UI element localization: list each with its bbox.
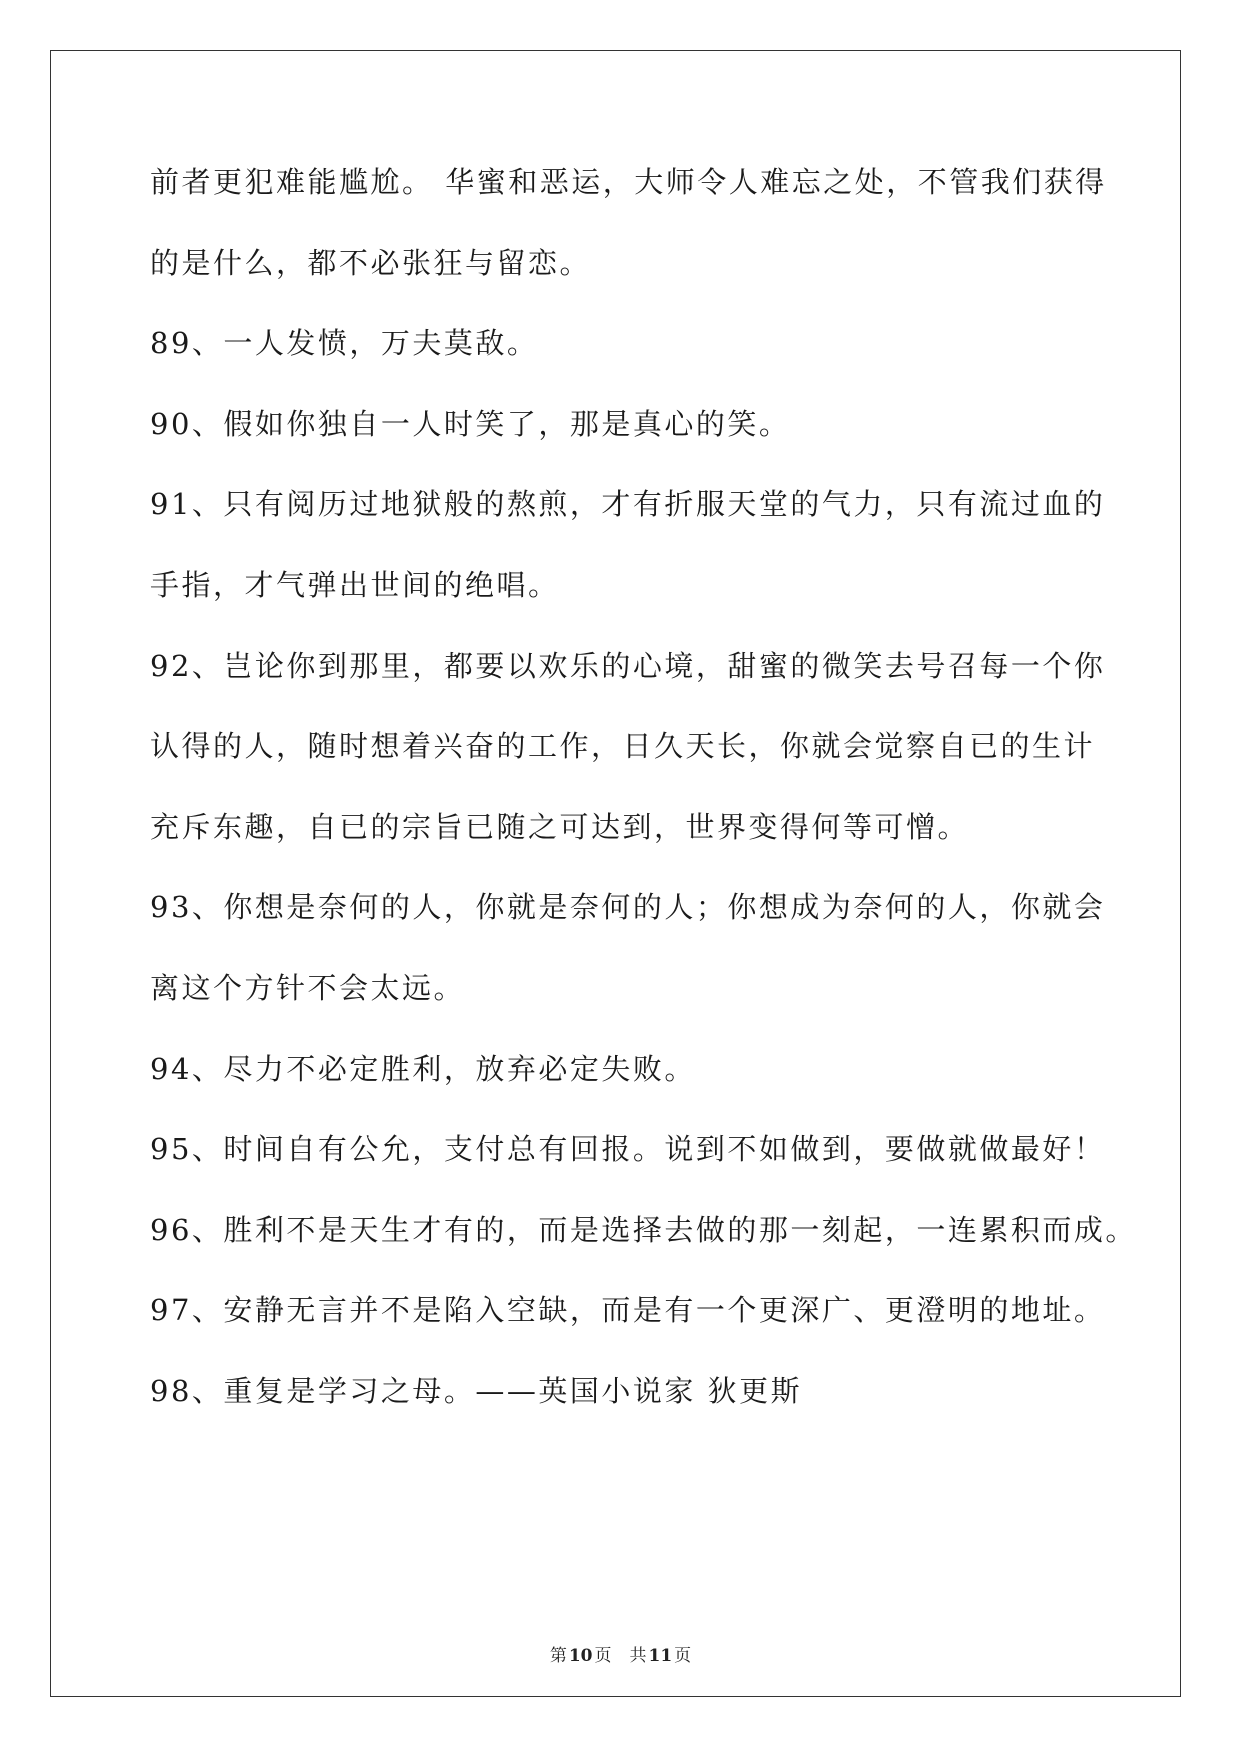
page-unit: 页 [594, 1646, 612, 1666]
text-line: 离这个方针不会太远。 [150, 970, 466, 1005]
quote-98: 98、重复是学习之母。——英国小说家 狄更斯 [150, 1373, 803, 1408]
quote-96: 96、胜利不是天生才有的，而是选择去做的那一刻起，一连累积而成。 [150, 1212, 1137, 1247]
page-footer [0, 1644, 1241, 1668]
document-body [150, 158, 1137, 1448]
text-line: 前者更犯难能尴尬。 华蜜和恶运，大师令人难忘之处，不管我们获得 [150, 165, 1107, 199]
total-unit: 页 [674, 1646, 692, 1666]
quote-92: 92、岂论你到那里，都要以欢乐的心境，甜蜜的微笑去号召每一个你 [150, 648, 1106, 683]
page-total: 11 [648, 1646, 673, 1666]
text-line: 充斥东趣，自已的宗旨已随之可达到，世界变得何等可憎。 [150, 809, 970, 844]
quote-93: 93、你想是奈何的人，你就是奈何的人；你想成为奈何的人，你就会 [150, 890, 1106, 925]
text-line: 手指，才气弹出世间的绝唱。 [150, 567, 560, 602]
text-line: 认得的人，随时想着兴奋的工作，日久天长，你就会觉察自已的生计 [150, 729, 1096, 764]
quote-91: 91、只有阅历过地狱般的熬煎，才有折服天堂的气力，只有流过血的 [150, 487, 1106, 522]
quote-95: 95、时间自有公允，支付总有回报。说到不如做到，要做就做最好！ [150, 1132, 1106, 1167]
quote-90: 90、假如你独自一人时笑了，那是真心的笑。 [150, 406, 791, 441]
text-line: 的是什么，都不必张狂与留恋。 [150, 245, 592, 280]
page-prefix: 第 [549, 1646, 567, 1666]
total-prefix: 共 [629, 1646, 647, 1666]
quote-89: 89、一人发愤，万夫莫敌。 [150, 326, 539, 361]
quote-97: 97、安静无言并不是陷入空缺，而是有一个更深广、更澄明的地址。 [150, 1293, 1106, 1328]
quote-94: 94、尽力不必定胜利，放弃必定失败。 [150, 1051, 696, 1086]
page-current: 10 [568, 1646, 593, 1666]
